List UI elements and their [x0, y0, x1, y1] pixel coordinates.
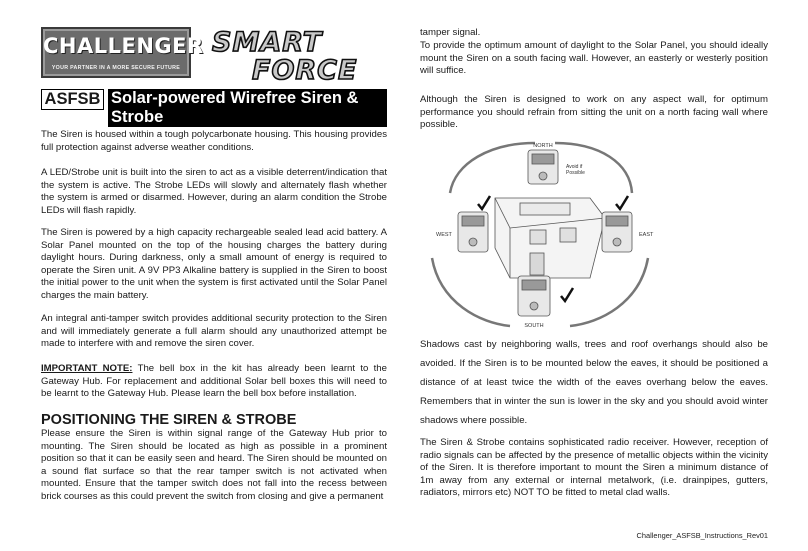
smartforce-logo-line2: FORCE — [252, 55, 358, 83]
left-paragraph-5: Please ensure the Siren is within signal range of the Gateway Hub prior to mounting. The Siren should be located as high as possible in a prominent position so that it can be easily seen and heard. The Siren should be mounted on a sound flat surface so that the rear tamper switch is not activated when mounted. Ensure that the tamper switch does not fall into the recess between brick courses as this could prevent the switch from closing and give a permanent — [41, 428, 387, 502]
important-note-label: IMPORTANT NOTE: — [41, 363, 133, 374]
siren-positioning-diagram — [420, 138, 660, 338]
label-north: NORTH — [533, 143, 553, 149]
label-west: WEST — [436, 232, 452, 238]
left-paragraph-3: The Siren is powered by a high capacity rechargeable sealed lead acid battery. A Solar Panel mounted on the top of the housing charges the battery during daylight hours. During darkness, only a small amount of energy is required to operate the Siren unit. A 9V PP3 Alkaline battery is supplied in the Siren to boost the initial power to the unit when the system is first activated until the Solar Panel charges the main battery. — [41, 227, 387, 301]
smartforce-logo — [208, 25, 370, 83]
left-paragraph-2: A LED/Strobe unit is built into the siren to act as a visible deterrent/indication that the system is active. The Strobe LEDs will slowly and alternately flash whether the system is armed or disarmed. However, during an alarm condition the Strobe LEDs will flash rapidly. — [41, 167, 387, 216]
important-note — [41, 363, 387, 401]
important-note-text: The bell box in the kit has already been learnt to the Gateway Hub. For replacement and additional Solar bell boxes this will need to be learnt to the Gateway Hub. Please learn the bell box before installation. — [41, 363, 387, 400]
right-paragraph-2: To provide the optimum amount of daylight to the Solar Panel, you should ideally mount the Siren on a south facing wall. However, an easterly or westerly position will suffice. — [420, 40, 768, 77]
product-code: ASFSB — [41, 89, 104, 110]
challenger-logo-tagline: YOUR PARTNER IN A MORE SECURE FUTURE — [51, 65, 181, 71]
right-paragraph-3: Although the Siren is designed to work on any aspect wall, for optimum performance you should refrain from sitting the unit on a north facing wall where possible. — [420, 94, 768, 131]
siren-east-icon — [602, 212, 632, 252]
right-paragraph-1: tamper signal. — [420, 27, 481, 38]
left-paragraph-4: An integral anti-tamper switch provides additional security protection to the Siren and will immediately generate a full alarm should any unauthorized attempt be made to interfere with and remove the siren cover. — [41, 313, 387, 350]
footer-document-id: Challenger_ASFSB_Instructions_Rev01 — [636, 531, 768, 540]
right-paragraph-4: Shadows cast by neighboring walls, trees and roof overhangs should also be avoided. If the Siren is to be mounted below the eaves, it should be positioned a distance of at least twice the width of the eaves overhang below the eaves. Remembers that in winter the sun is lower in the sky and you should avoid winter shadows where possible. — [420, 339, 768, 426]
label-avoid-2: Possible — [566, 170, 585, 176]
page-title: Solar-powered Wirefree Siren & Strobe — [108, 89, 387, 127]
left-paragraph-1: The Siren is housed within a tough polycarbonate housing. This housing provides full protection against adverse weather conditions. — [41, 129, 387, 153]
house-icon — [495, 198, 605, 278]
siren-north-icon — [528, 150, 558, 184]
challenger-logo — [41, 27, 204, 78]
siren-south-icon — [518, 276, 550, 316]
right-paragraph-5: The Siren & Strobe contains sophisticated radio receiver. However, reception of radio signals can be affected by the presence of metallic objects within the vicinity of the Siren. It is therefore important to mount the Siren a minimum distance of 1m away from any external or internal metalwork, (i.e. drainpipes, gutters, radiators, mirrors etc) NOT TO be fitted to metal clad walls. — [420, 437, 768, 499]
label-east: EAST — [639, 232, 654, 238]
smartforce-logo-line1: SMART — [212, 27, 323, 58]
challenger-logo-name: CHALLENGER — [43, 34, 204, 58]
label-avoid-1: Avoid if — [566, 164, 583, 170]
section-heading: POSITIONING THE SIREN & STROBE — [41, 412, 297, 428]
label-south: SOUTH — [524, 323, 544, 329]
siren-west-icon — [458, 212, 488, 252]
